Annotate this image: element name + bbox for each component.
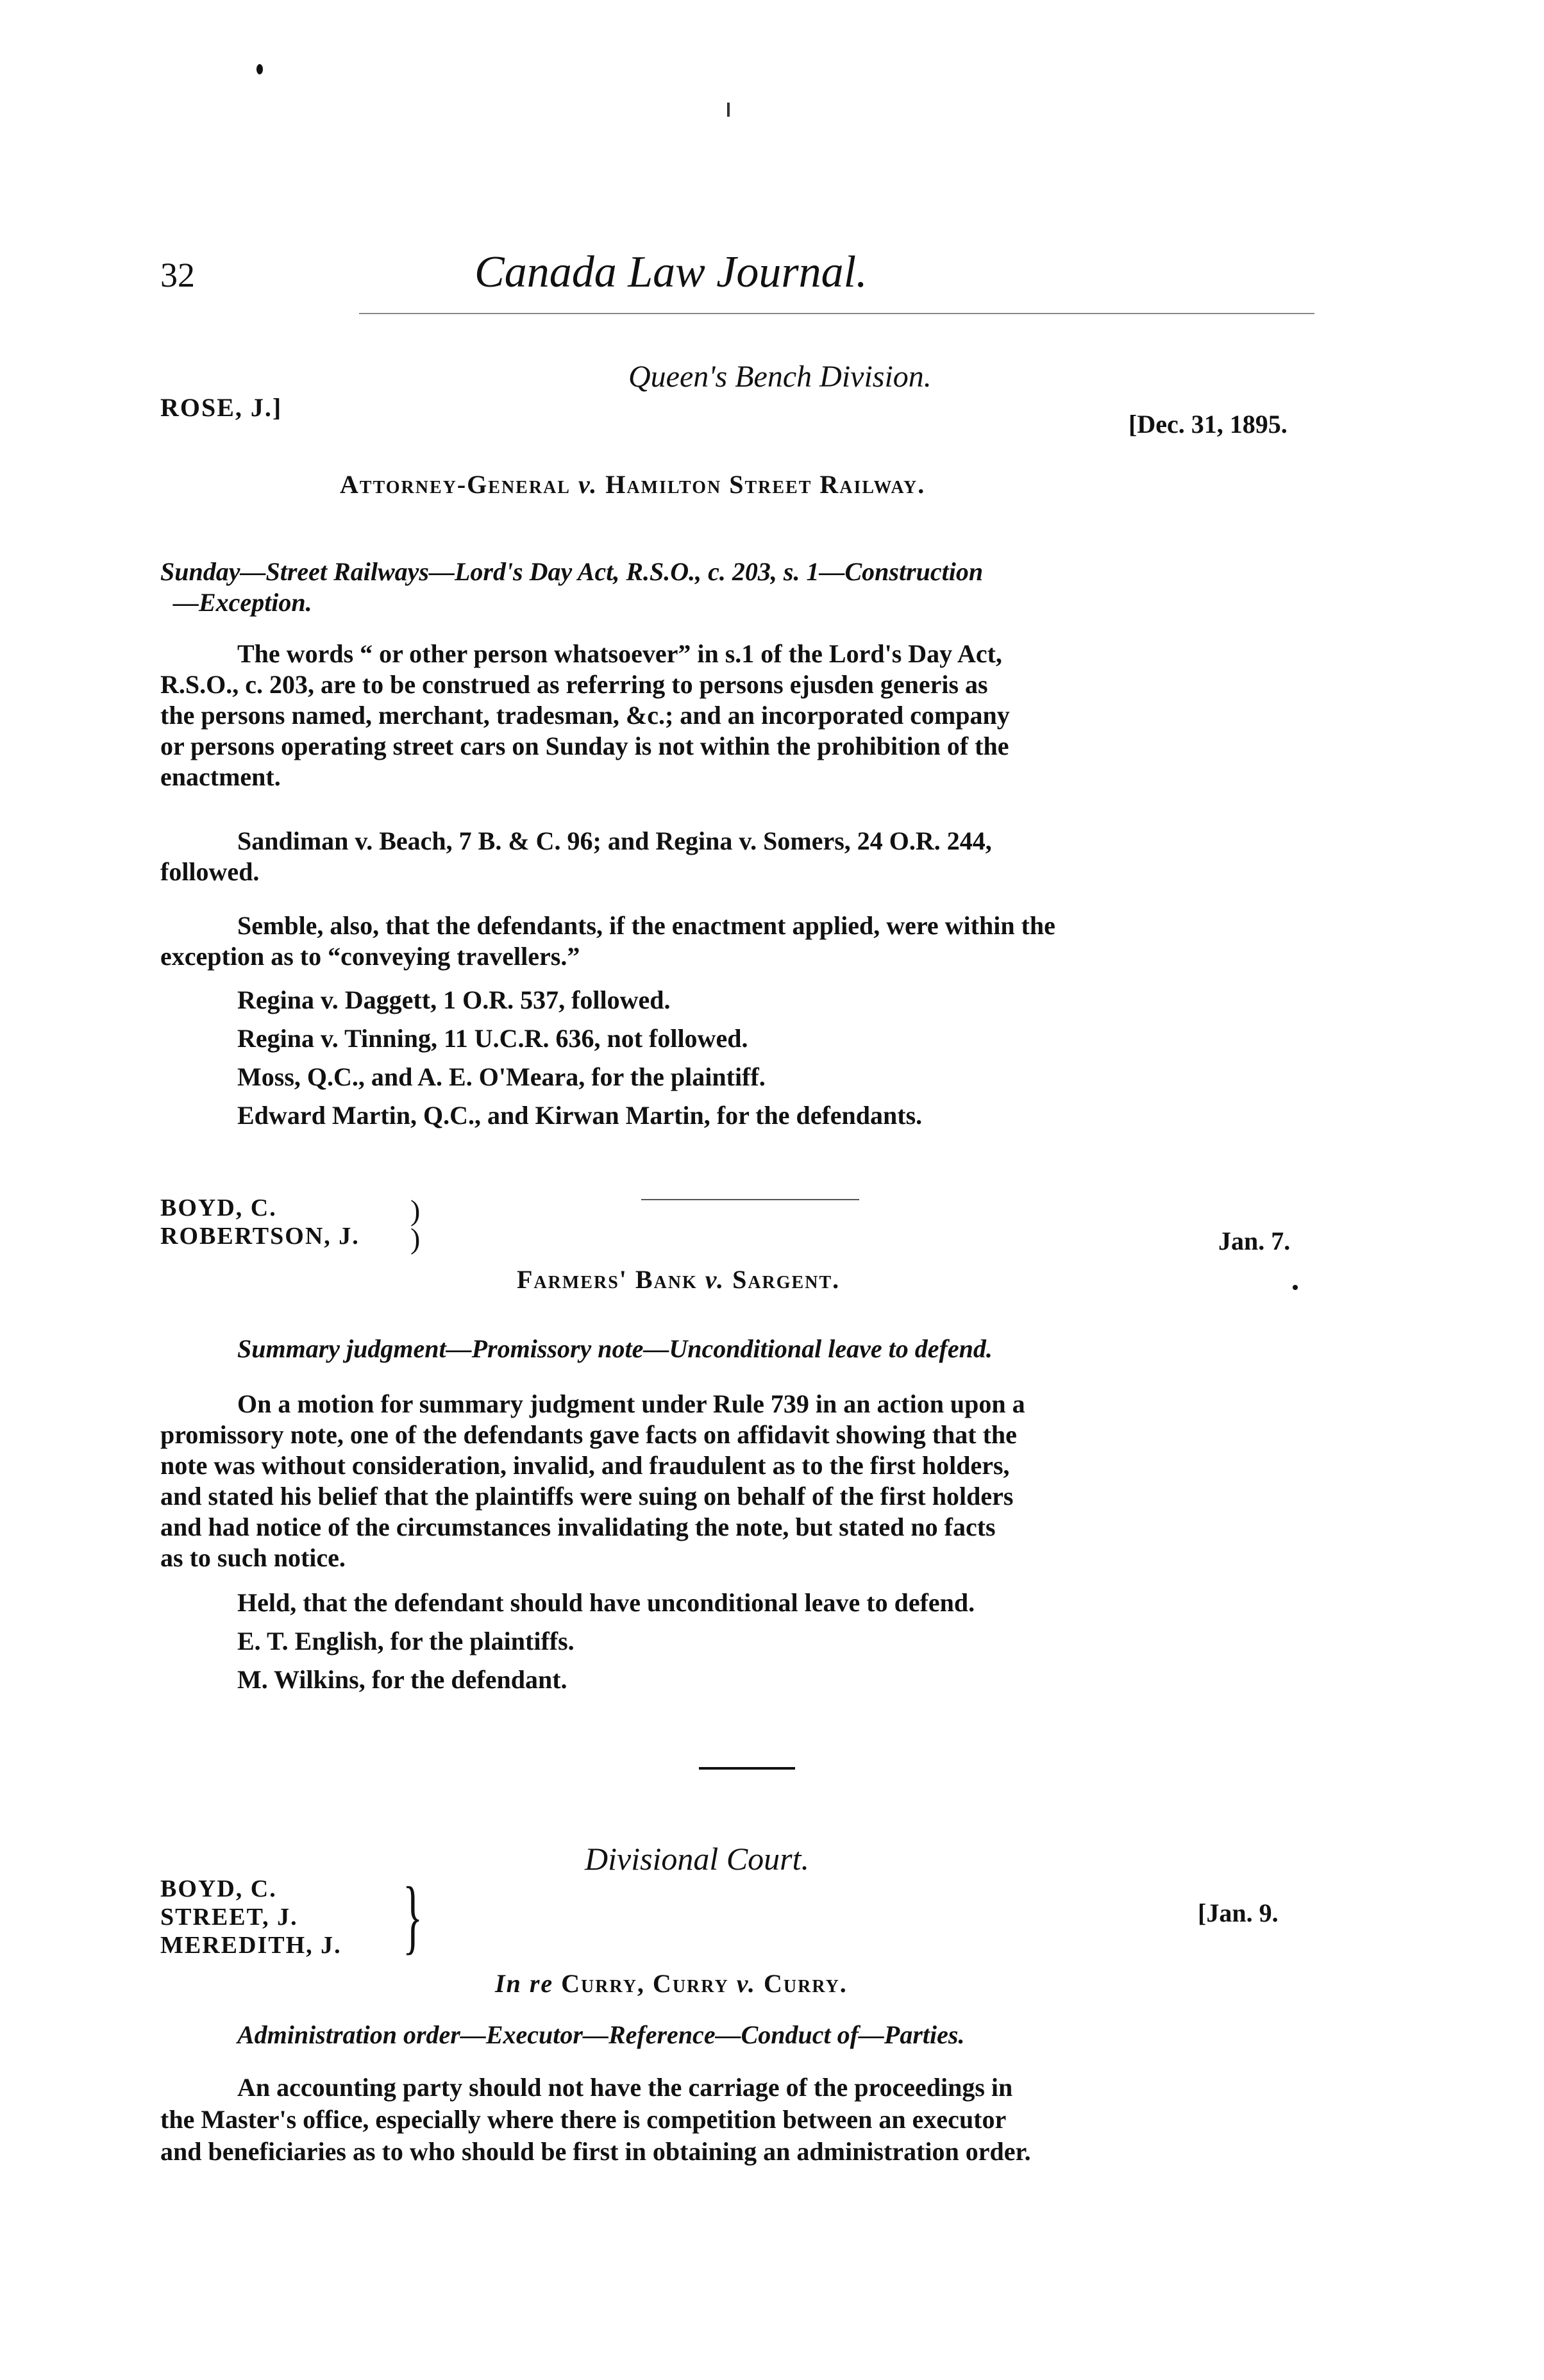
- versus: v.: [578, 470, 598, 499]
- case-citation: Regina v. Tinning, 11 U.C.R. 636, not followed.: [237, 1024, 748, 1053]
- judge-name: BOYD, C.: [160, 1875, 277, 1902]
- case-citation: Regina v. Daggett, 1 O.R. 537, followed.: [237, 985, 671, 1014]
- court-heading: Queen's Bench Division.: [628, 360, 932, 394]
- headnote-text: and beneficiaries as to who should be first in obtaining an administration order.: [160, 2137, 1031, 2166]
- party-defendant: Curry.: [764, 1969, 848, 1998]
- judge-name: ROSE, J.]: [160, 393, 283, 422]
- headnote-text: enactment.: [160, 762, 281, 791]
- headnote-text: and stated his belief that the plaintiffs were suing on behalf of the first holders: [160, 1482, 1014, 1511]
- versus: v.: [736, 1969, 756, 1998]
- counsel-line: Moss, Q.C., and A. E. O'Meara, for the plaintiff.: [237, 1062, 766, 1091]
- counsel-line: E. T. English, for the plaintiffs.: [237, 1627, 575, 1655]
- brace: }: [403, 1870, 423, 1963]
- stray-mark: [256, 64, 263, 74]
- section-divider: [641, 1199, 859, 1200]
- headnote-catchwords: Administration order—Executor—Reference—Conduct of—Parties.: [237, 2020, 965, 2049]
- headnote-text: and had notice of the circumstances invalidating the note, but stated no facts: [160, 1513, 996, 1541]
- party-plaintiff: Farmers' Bank: [517, 1265, 698, 1294]
- headnote-text: or persons operating street cars on Sunday is not within the prohibition of the: [160, 732, 1009, 760]
- judge-name: STREET, J.: [160, 1904, 298, 1931]
- brace: ) ): [410, 1194, 421, 1255]
- case-date: Jan. 7.: [1218, 1227, 1291, 1255]
- headnote-text: as to such notice.: [160, 1543, 346, 1572]
- headnote-text: The words “ or other person whatsoever” in s.1 of the Lord's Day Act,: [237, 639, 1002, 668]
- holding-text: Held, that the defendant should have unconditional leave to defend.: [237, 1588, 975, 1617]
- case-date: [Jan. 9.: [1198, 1898, 1279, 1927]
- stray-mark: [1293, 1285, 1298, 1290]
- bench-judges: [160, 1875, 342, 1959]
- case-date: [Dec. 31, 1895.: [1129, 410, 1288, 439]
- case-title: [517, 1264, 840, 1295]
- running-title: Canada Law Journal.: [474, 247, 868, 297]
- headnote-catchwords: Summary judgment—Promissory note—Unconditional leave to defend.: [237, 1334, 993, 1363]
- counsel-line: Edward Martin, Q.C., and Kirwan Martin, for the defendants.: [237, 1101, 923, 1130]
- bench-judges: [160, 1194, 360, 1250]
- case-citation: Sandiman v. Beach, 7 B. & C. 96; and Regina v. Somers, 24 O.R. 244,: [237, 826, 992, 855]
- case-title: [495, 1968, 848, 1999]
- headnote-text: R.S.O., c. 203, are to be construed as referring to persons ejusden generis as: [160, 670, 988, 699]
- counsel-line: M. Wilkins, for the defendant.: [237, 1665, 567, 1694]
- party-defendant: Hamilton Street Railway.: [605, 470, 926, 499]
- headnote-text: the Master's office, especially where there is competition between an executor: [160, 2105, 1007, 2134]
- semble-text: Semble, also, that the defendants, if the enactment applied, were within the: [237, 911, 1055, 940]
- headnote-text: On a motion for summary judgment under Rule 739 in an action upon a: [237, 1389, 1025, 1418]
- party-defendant: Sargent.: [732, 1265, 841, 1294]
- semble-text: exception as to “conveying travellers.”: [160, 942, 580, 971]
- headnote-catchwords: —Exception.: [173, 588, 312, 617]
- versus: v.: [705, 1265, 725, 1294]
- party-plaintiff: Attorney-General: [340, 470, 571, 499]
- judge-name: ROBERTSON, J.: [160, 1223, 360, 1250]
- headnote-catchwords: Sunday—Street Railways—Lord's Day Act, R.S.O., c. 203, s. 1—Construction: [160, 557, 984, 586]
- page-number: 32: [160, 256, 195, 294]
- party-plaintiff: Curry, Curry: [561, 1969, 729, 1998]
- header-rule: [359, 313, 1314, 314]
- in-re: In re: [495, 1969, 554, 1998]
- section-divider: [699, 1767, 795, 1770]
- stray-mark: [727, 103, 730, 117]
- court-heading: Divisional Court.: [585, 1841, 810, 1877]
- judge-name: BOYD, C.: [160, 1194, 277, 1221]
- headnote-text: the persons named, merchant, tradesman, &c.; and an incorporated company: [160, 701, 1010, 730]
- case-title: [340, 469, 925, 499]
- headnote-text: promissory note, one of the defendants gave facts on affidavit showing that the: [160, 1420, 1017, 1449]
- judge-name: MEREDITH, J.: [160, 1932, 342, 1959]
- headnote-text: note was without consideration, invalid, and fraudulent as to the first holders,: [160, 1451, 1010, 1480]
- headnote-text: An accounting party should not have the carriage of the proceedings in: [237, 2073, 1013, 2102]
- case-citation: followed.: [160, 857, 260, 886]
